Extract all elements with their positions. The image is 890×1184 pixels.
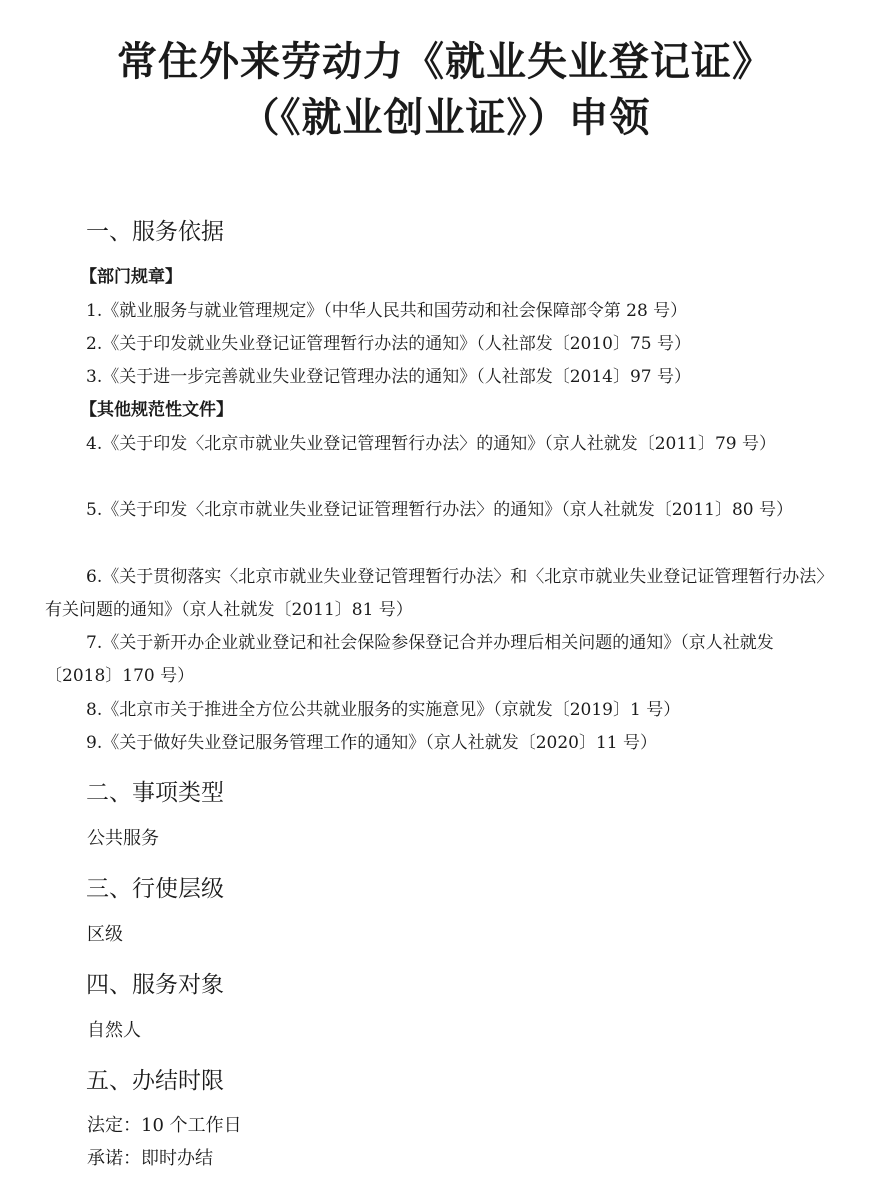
section-heading-level: 三、行使层级 <box>86 876 224 902</box>
time-limit-promised: 承诺：即时办结 <box>87 1148 213 1169</box>
section-heading-type: 二、事项类型 <box>86 780 224 806</box>
section-value-level: 区级 <box>87 924 123 945</box>
section-heading-target: 四、服务对象 <box>86 972 224 998</box>
section-value-target: 自然人 <box>87 1020 141 1041</box>
list-item: 2.《关于印发就业失业登记证管理暂行办法的通知》（人社部发〔2010〕75 号） <box>86 334 692 354</box>
time-limit-legal: 法定：10 个工作日 <box>87 1115 242 1136</box>
list-item: 8.《北京市关于推进全方位公共就业服务的实施意见》（京就发〔2019〕1 号） <box>86 700 681 720</box>
page-title-line-1: 常住外来劳动力《就业失业登记证》 <box>117 39 773 85</box>
section-heading-time-limit: 五、办结时限 <box>86 1068 224 1094</box>
list-item: 6.《关于贯彻落实〈北京市就业失业登记管理暂行办法〉和〈北京市就业失业登记证管理暂行办法〉有关问题的通知》（京人社就发〔2011〕81 号） <box>45 567 834 620</box>
list-item: 7.《关于新开办企业就业登记和社会保险参保登记合并办理后相关问题的通知》（京人社就发〔2018〕170 号） <box>45 633 774 686</box>
subheading-other-documents: 【其他规范性文件】 <box>80 400 233 420</box>
section-heading-basis: 一、服务依据 <box>86 219 224 245</box>
list-item: 9.《关于做好失业登记服务管理工作的通知》（京人社就发〔2020〕11 号） <box>86 733 658 753</box>
list-item: 1.《就业服务与就业管理规定》（中华人民共和国劳动和社会保障部令第 28 号） <box>86 301 688 321</box>
section-value-type: 公共服务 <box>87 828 159 849</box>
page-title-line-2: （《就业创业证》）申领 <box>239 95 651 141</box>
list-item: 4.《关于印发〈北京市就业失业登记管理暂行办法〉的通知》（京人社就发〔2011〕79 号） <box>86 434 777 454</box>
list-item: 5.《关于印发〈北京市就业失业登记证管理暂行办法〉的通知》（京人社就发〔2011〕80 号） <box>86 500 794 520</box>
subheading-regulations: 【部门规章】 <box>80 267 182 287</box>
list-item: 3.《关于进一步完善就业失业登记管理办法的通知》（人社部发〔2014〕97 号） <box>86 367 692 387</box>
